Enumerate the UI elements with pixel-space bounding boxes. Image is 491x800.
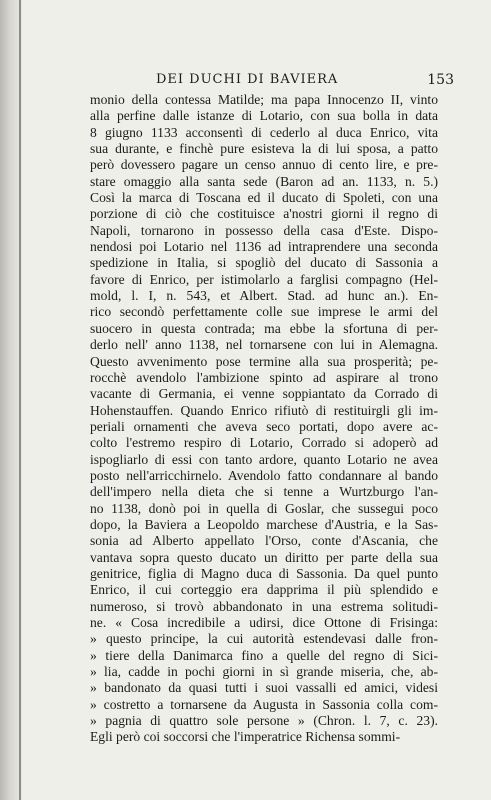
text-line: posto nell'arricchirnelo. Avendolo fatto condannare al bando [90, 467, 438, 483]
text-line: derlo nell' anno 1138, nel tornarsene con lui in Alemagna. [90, 337, 438, 353]
text-line: mold, l. I, n. 543, et Albert. Stad. ad hunc an.). En- [90, 288, 438, 304]
text-line: vantava sopra questo ducato un diritto per parte della sua [90, 549, 438, 565]
text-line: alla perfine dalle istanze di Lotario, con sua bolla in data [90, 108, 438, 124]
text-line: rico secondò perfettamente colle sue imprese le armi del [90, 304, 438, 320]
text-line: rocchè avendolo l'ambizione spinto ad aspirare al trono [90, 369, 438, 385]
running-head-title: DEI DUCHI DI BAVIERA [156, 72, 339, 87]
text-line: Enrico, il cui corteggio era dapprima il più splendido e [90, 582, 438, 598]
text-line: periali ornamenti che aveva seco portati, dopo avere ac- [90, 418, 438, 434]
text-line: genitrice, figlia di Magno duca di Sassonia. Da quel punto [90, 565, 438, 581]
text-line: no 1138, donò poi in quella di Goslar, che sussegui poco [90, 500, 438, 516]
text-line: ne. « Cosa incredibile a udirsi, dice Ottone di Frisinga: [90, 615, 438, 630]
text-line: però dovessero pagare un censo annuo di cento lire, e pre- [90, 157, 438, 173]
text-line: Hohenstauffen. Quando Enrico rifiutò di restituirgli gli im- [90, 402, 438, 418]
text-line: » lia, cadde in pochi giorni in sì grande miseria, che, ab- [90, 664, 438, 680]
text-line: » questo principe, la cui autorità estendevasi dalle fron- [90, 631, 438, 647]
page-number: 153 [427, 72, 454, 88]
text-line: colto l'estremo respiro di Lotario, Corrado si adoperò ad [90, 435, 438, 451]
text-line: stare omaggio alla santa sede (Baron ad an. 1133, n. 5.) [90, 173, 438, 189]
text-line: suocero in questa contrada; ma ebbe la sfortuna di per- [90, 320, 438, 336]
text-line: porzione di ciò che costituisce a'nostri giorni il regno di [90, 206, 438, 222]
text-line: 8 giugno 1133 acconsentì di cederlo al duca Enrico, vita [90, 124, 438, 140]
text-line: dopo, la Baviera a Leopoldo marchese d'Austria, e la Sas- [90, 516, 438, 532]
text-line: Così la marca di Toscana ed il ducato di Spoleti, con una [90, 190, 438, 206]
text-line: » costretto a tornarsene da Augusta in Sassonia colla com- [90, 696, 438, 712]
text-line: dell'impero nella dieta che si tenne a Wurtzburgo l'an- [90, 484, 438, 500]
text-line: favore di Enrico, per istimolarlo a farglisi compagno (Hel- [90, 271, 438, 287]
text-line: vacante di Germania, ei venne soppiantato da Corrado di [90, 386, 438, 402]
text-line: nendosi poi Lotario nel 1136 ad intraprendere una seconda [90, 239, 438, 255]
text-line: sua durante, e finchè pure esisteva la di lui sposa, a patto [90, 141, 438, 157]
text-line: » pagnia di quattro sole persone » (Chron. l. 7, c. 23). [90, 713, 438, 729]
body-text [90, 92, 438, 746]
text-line: » bandonato da quasi tutti i suoi vassalli ed amici, videsi [90, 680, 438, 696]
text-line: Egli però coi soccorsi che l'imperatrice Richensa sommi- [90, 729, 401, 745]
text-line: ispogliarlo di essi con tanto ardore, quanto Lotario ne avea [90, 451, 438, 467]
text-line: » tiere della Danimarca fino a quelle del regno di Sici- [90, 647, 438, 663]
text-line: spedizione in Italia, si spogliò del ducato di Sassonia a [90, 255, 438, 271]
running-head [104, 72, 454, 90]
gutter-edge-line [19, 0, 21, 800]
text-line: sonia ad Alberto appellato l'Orso, conte d'Ascania, che [90, 533, 438, 549]
text-line: monio della contessa Matilde; ma papa Innocenzo II, vinto [90, 92, 438, 107]
text-line: numeroso, si trovò abbandonato in una estrema solitudi- [90, 598, 438, 614]
text-line: Napoli, tornarono in possesso della casa d'Este. Dispo- [90, 222, 438, 238]
text-line: Questo avvenimento pose termine alla sua prosperità; pe- [90, 353, 438, 369]
